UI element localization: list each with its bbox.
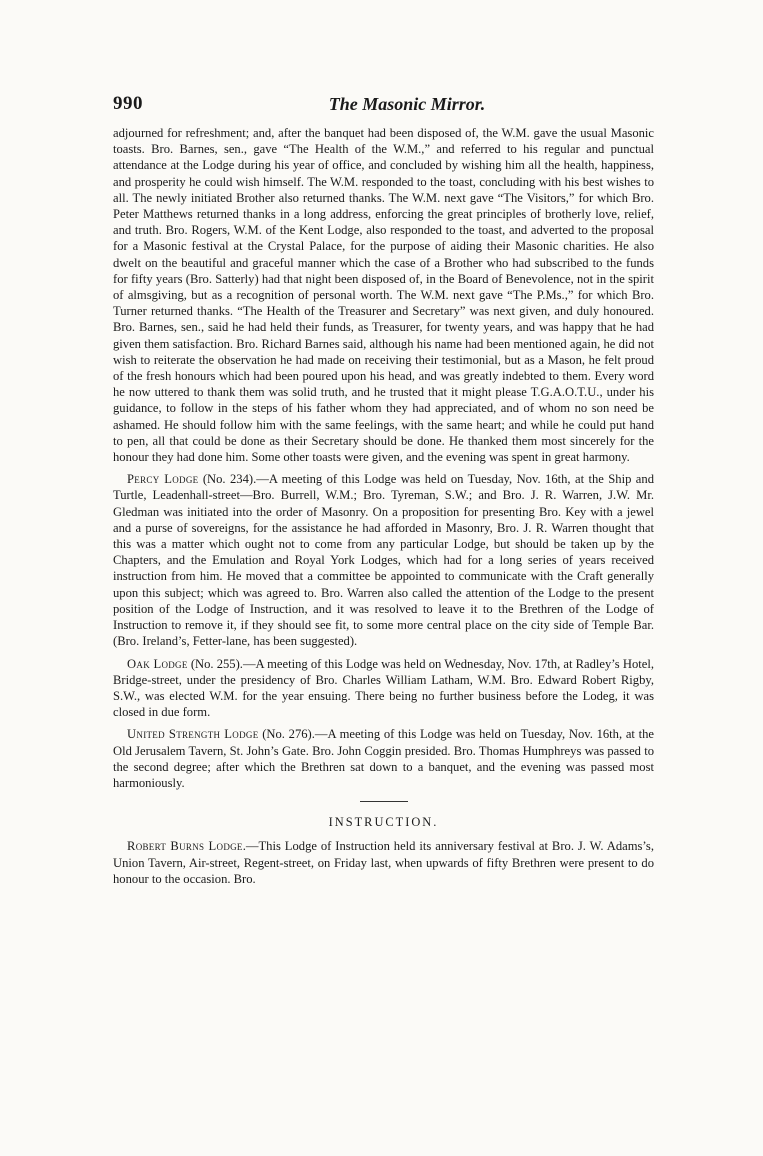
lodge-name-oak: Oak Lodge: [127, 656, 188, 671]
section-divider: [360, 801, 408, 802]
paragraph-percy-lodge: [113, 471, 654, 649]
paragraph-robert-burns-text: .—This Lodge of Instruction held its anniversary festival at Bro. J. W. Adams’s, Union Tavern, Air-street, Regent-street, on Friday last, when upwards of fifty Brethren were present to do honour to the occasion. Bro.: [113, 839, 654, 886]
paragraph-oak-lodge: [113, 656, 654, 721]
paragraph-robert-burns-lodge: [113, 838, 654, 887]
paragraph-united-strength-lodge: [113, 726, 654, 791]
paragraph-continued: adjourned for refreshment; and, after the banquet had been disposed of, the W.M. gave the usual Masonic toasts. Bro. Barnes, sen., gave “The Health of the W.M.,” and referred to his regular and punctual attendance at the Lodge during his year of office, and concluded by wishing him all the health, happiness, and prosperity he could wish himself. The W.M. responded to the toast, concluding with his best wishes to all. The newly initiated Brother also returned thanks. The W.M. next gave “The Visitors,” for which Bro. Peter Matthews returned thanks in a long address, enforcing the great principles of brotherly love, relief, and truth. Bro. Rogers, W.M. of the Kent Lodge, also responded to the toast, and adverted to the proposal for a Masonic festival at the Crystal Palace, for the purpose of aiding their Masonic charities. He also dwelt on the beautiful and graceful manner which the case of a Brother who had subscribed to the funds for fifty years (Bro. Satterly) had that night been disposed of, in the Board of Benevolence, not in the spirit of almsgiving, but as a recognition of personal worth. The W.M. next gave “The P.Ms.,” for which Bro. Turner returned thanks. “The Health of the Treasurer and Secretary” was next given, and duly honoured. Bro. Barnes, sen., said he had held their funds, as Treasurer, for twenty years, and was happy that he had given them satisfaction. Bro. Richard Barnes said, although his name had been mentioned again, he did not wish to reiterate the observation he had made on receiving their testimonial, but as a Mason, he felt proud of the fresh honours which had been poured upon his head, and was greatly indebted to them. Every word he now uttered to thank them was solid truth, and he trusted that it might please T.G.A.O.T.U., under his guidance, to follow in the steps of his father whom they had appreciated, and of whom no son need be ashamed. He should follow him with the same feelings, with the same heart; and while he could put hand to pen, all that could be done as their Secretary should be done. He thanked them most sincerely for the honour they had done him. Some other toasts were given, and the evening was spent in great harmony.: [113, 126, 654, 465]
lodge-name-robert-burns: Robert Burns Lodge: [127, 839, 243, 854]
page-header: [113, 93, 661, 119]
article-body: [113, 125, 654, 893]
lodge-name-united-strength: United Strength Lodge: [127, 727, 259, 742]
page-number: 990: [113, 93, 143, 114]
paragraph-united-strength-text: (No. 276).—A meeting of this Lodge was held on Tuesday, Nov. 16th, at the Old Jerusalem Tavern, St. John’s Gate. Bro. John Coggin presided. Bro. Thomas Humphreys was passed to the second degree; after which the Brethren sat down to a banquet, and the evening was passed most harmoniously.: [113, 727, 655, 790]
running-title: The Masonic Mirror.: [328, 94, 486, 114]
paragraph-percy-text: (No. 234).—A meeting of this Lodge was held on Tuesday, Nov. 16th, at the Ship and Turtle, Leadenhall-street—Bro. Burrell, W.M.; Bro. Tyreman, S.W.; and Bro. J. R. Warren, J.W. Mr. Gledman was initiated into the order of Masonry. On a proposition for presenting Bro. Key with a jewel and a purse of sovereigns, for the assistance he had afforded in Masonry, Bro. J. R. Warren thought that this was a matter which ought not to come from any particular Lodge, but should be taken up by the Chapters, and the Emulation and Royal York Lodges, which had for a long series of years received instruction from him. He moved that a committee be appointed to communicate with the Craft generally upon this subject; which was agreed to. Bro. Warren also called the attention of the Lodge to the present position of the Lodge of Instruction, and it was resolved to leave it to the Brethren of the Lodge of Instruction to remove it, if they should see fit, to some more central place on the city side of Temple Bar. (Bro. Ireland’s, Fetter-lane, has been suggested).: [113, 472, 654, 649]
paragraph-oak-text: (No. 255).—A meeting of this Lodge was held on Wednesday, Nov. 17th, at Radley’s Hotel, Bridge-street, under the presidency of Bro. Charles William Latham, W.M. Bro. Edward Robert Rigby, S.W., was elected W.M. for the year ensuing. There being no further business before the Lodeg, it was closed in due form.: [113, 656, 654, 720]
section-heading-instruction: INSTRUCTION.: [328, 815, 439, 830]
lodge-name-percy: Percy Lodge: [127, 472, 199, 487]
